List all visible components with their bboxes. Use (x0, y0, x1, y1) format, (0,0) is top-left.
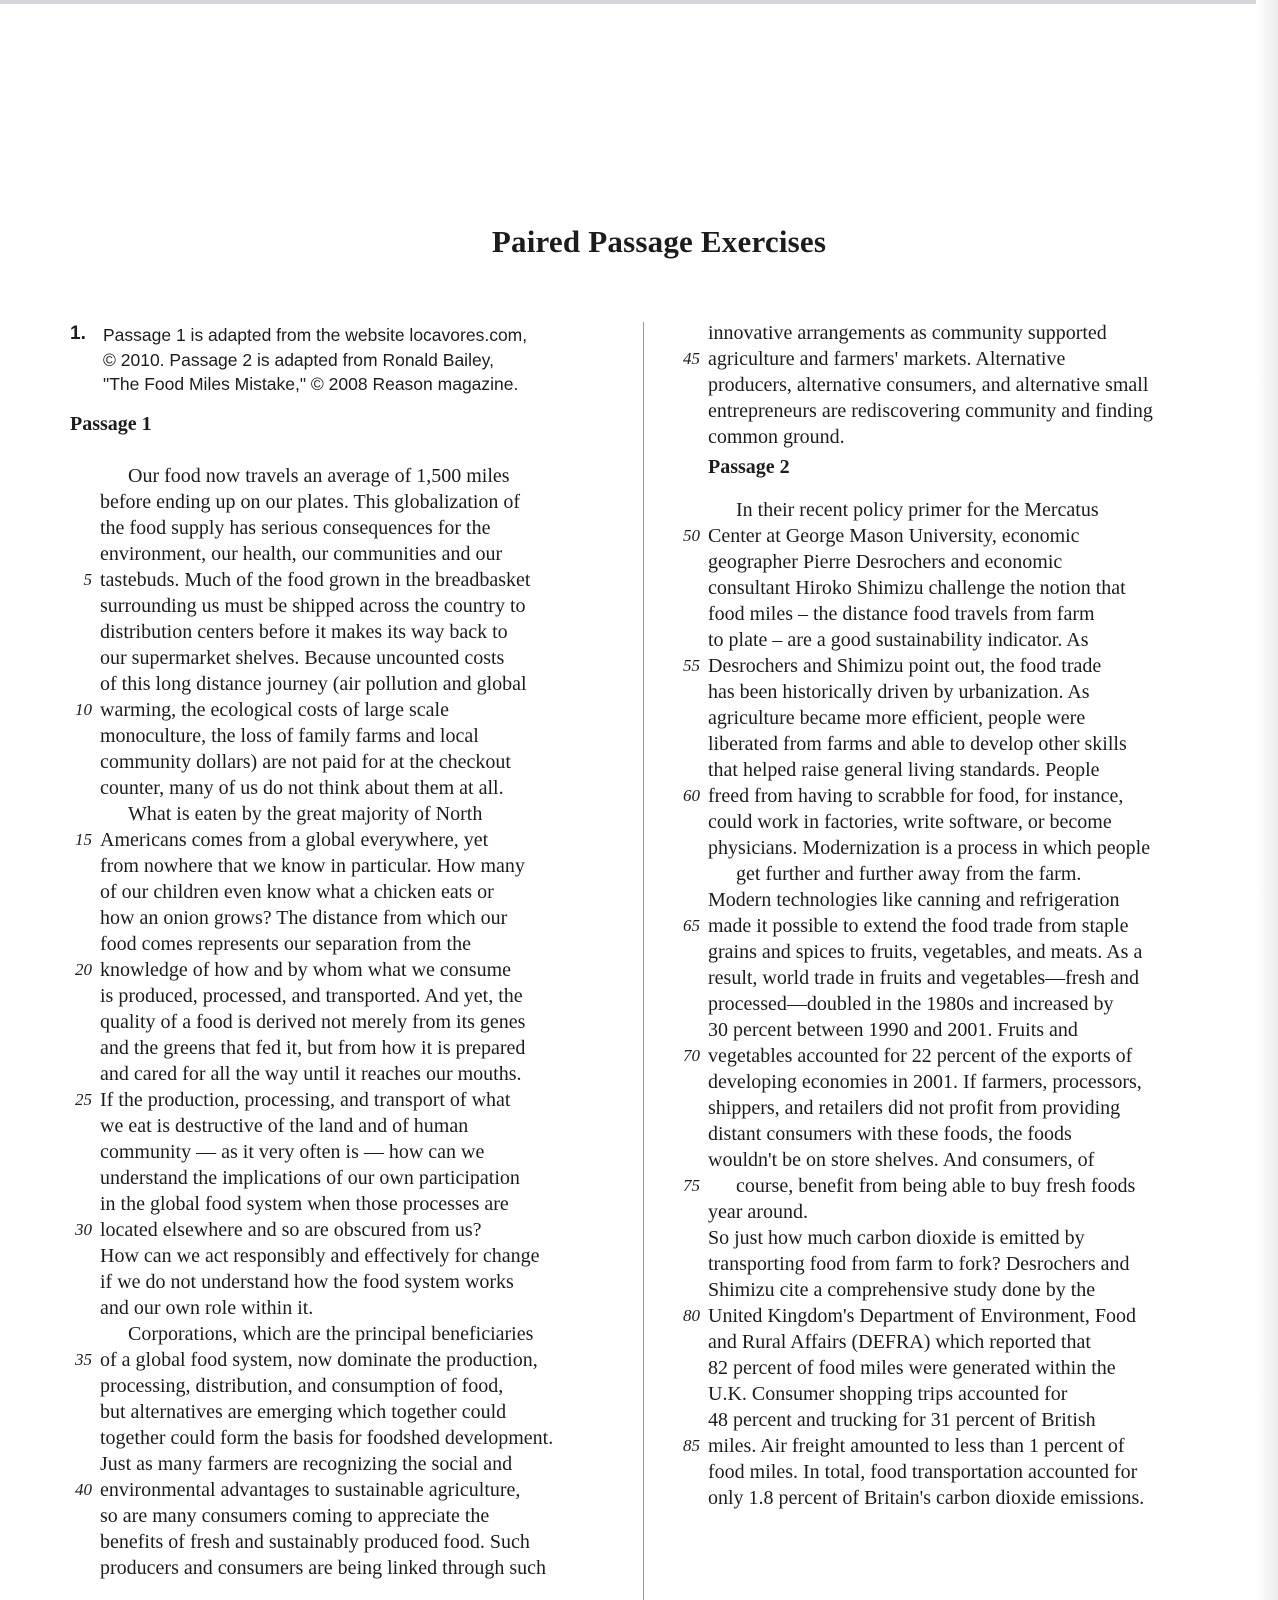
line-text: and the greens that fed it, but from how it is prepared (100, 1037, 526, 1059)
line-text: to plate – are a good sustainability indicator. As (708, 629, 1089, 651)
line-text: processing, distribution, and consumption of food, (100, 1375, 504, 1397)
text-line (60, 1217, 620, 1243)
line-text: entrepreneurs are rediscovering community and finding (708, 400, 1153, 422)
line-text: So just how much carbon dioxide is emitted by (708, 1227, 1085, 1249)
line-text: innovative arrangements as community supported (708, 322, 1107, 344)
text-line (668, 1329, 1228, 1355)
line-text: Our food now travels an average of 1,500 miles (128, 465, 510, 487)
text-line (668, 1225, 1228, 1251)
line-text: 82 percent of food miles were generated within the (708, 1357, 1116, 1379)
line-text: miles. Air freight amounted to less than 1 percent of (708, 1435, 1125, 1457)
text-line (60, 1035, 620, 1061)
text-line (60, 515, 620, 541)
text-line (668, 1407, 1228, 1433)
text-line (60, 1295, 620, 1321)
line-text: Center at George Mason University, economic (708, 525, 1080, 547)
line-text: 30 percent between 1990 and 2001. Fruits and (708, 1019, 1078, 1041)
line-number: 15 (75, 830, 92, 849)
line-text: surrounding us must be shipped across the country to (100, 595, 526, 617)
line-text: how an onion grows? The distance from which our (100, 907, 508, 929)
line-number: 75 (683, 1176, 700, 1195)
text-line (60, 1425, 620, 1451)
line-text: Desrochers and Shimizu point out, the food trade (708, 655, 1102, 677)
line-number: 25 (75, 1090, 92, 1109)
line-text: our supermarket shelves. Because uncounted costs (100, 647, 505, 669)
text-line (60, 1113, 620, 1139)
text-line (60, 983, 620, 1009)
line-number: 10 (75, 700, 92, 719)
line-text: freed from having to scrabble for food, for instance, (708, 785, 1124, 807)
line-text: distant consumers with these foods, the foods (708, 1123, 1072, 1145)
line-text: get further and further away from the farm. (736, 863, 1082, 885)
line-text: In their recent policy primer for the Mercatus (736, 499, 1099, 521)
text-line (60, 1347, 620, 1373)
line-text: we eat is destructive of the land and of human (100, 1115, 469, 1137)
passage2-lines (668, 497, 1228, 1511)
line-text: community dollars) are not paid for at the checkout (100, 751, 511, 773)
line-text: and our own role within it. (100, 1297, 314, 1319)
text-line (60, 645, 620, 671)
line-text: vegetables accounted for 22 percent of the exports of (708, 1045, 1133, 1067)
text-line (668, 1199, 1228, 1225)
text-line (60, 1529, 620, 1555)
text-line (668, 809, 1228, 835)
line-text: made it possible to extend the food trade from staple (708, 915, 1129, 937)
line-text: environmental advantages to sustainable agriculture, (100, 1479, 521, 1501)
line-text: and Rural Affairs (DEFRA) which reported that (708, 1331, 1091, 1353)
line-text: monoculture, the loss of family farms and local (100, 725, 479, 747)
text-line (668, 1277, 1228, 1303)
question-number: 1. (70, 323, 86, 344)
text-line (60, 1555, 620, 1581)
line-text: of our children even know what a chicken eats or (100, 881, 494, 903)
text-line (668, 1095, 1228, 1121)
text-line (60, 1009, 620, 1035)
page-top-edge (0, 0, 1278, 4)
page-title: Paired Passage Exercises (491, 224, 827, 259)
line-text: the food supply has serious consequences for the (100, 517, 491, 539)
text-line (60, 1321, 620, 1347)
line-text: 48 percent and trucking for 31 percent of British (708, 1409, 1096, 1431)
line-text: community — as it very often is — how can we (100, 1141, 485, 1163)
line-number: 5 (83, 570, 92, 589)
text-line (668, 705, 1228, 731)
text-line (668, 1173, 1228, 1199)
text-line (668, 1251, 1228, 1277)
text-line (668, 1017, 1228, 1043)
line-text: and cared for all the way until it reaches our mouths. (100, 1063, 522, 1085)
line-text: U.K. Consumer shopping trips accounted for (708, 1383, 1068, 1405)
line-number: 35 (75, 1350, 92, 1369)
text-line (60, 879, 620, 905)
line-text: agriculture and farmers' markets. Alternative (708, 348, 1066, 370)
text-line (60, 1373, 620, 1399)
text-line (60, 827, 620, 853)
line-number: 65 (683, 916, 700, 935)
line-number: 20 (75, 960, 92, 979)
line-text: producers and consumers are being linked through such (100, 1557, 546, 1579)
text-line (668, 991, 1228, 1017)
text-line (60, 957, 620, 983)
line-text: wouldn't be on store shelves. And consumers, of (708, 1149, 1095, 1171)
text-line (668, 1069, 1228, 1095)
line-number: 40 (75, 1480, 92, 1499)
line-text: consultant Hiroko Shimizu challenge the notion that (708, 577, 1126, 599)
line-text: Corporations, which are the principal beneficiaries (128, 1323, 534, 1345)
line-text: only 1.8 percent of Britain's carbon dioxide emissions. (708, 1487, 1145, 1509)
line-number: 70 (683, 1046, 700, 1065)
line-text: food comes represents our separation from the (100, 933, 471, 955)
line-text: of a global food system, now dominate the production, (100, 1349, 538, 1371)
line-text: United Kingdom's Department of Environment, Food (708, 1305, 1136, 1327)
line-text: liberated from farms and able to develop other skills (708, 733, 1127, 755)
source-line: "The Food Miles Mistake," © 2008 Reason magazine. (103, 374, 519, 394)
line-text: knowledge of how and by whom what we consume (100, 959, 512, 981)
line-text: that helped raise general living standards. People (708, 759, 1100, 781)
line-text: Shimizu cite a comprehensive study done by the (708, 1279, 1096, 1301)
text-line (60, 723, 620, 749)
passage1-heading: Passage 1 (70, 413, 152, 435)
text-line (60, 931, 620, 957)
line-number: 45 (683, 349, 700, 368)
text-line (60, 1191, 620, 1217)
text-line (60, 697, 620, 723)
line-text: course, benefit from being able to buy fresh foods (736, 1175, 1136, 1197)
source-line: Passage 1 is adapted from the website locavores.com, (103, 325, 528, 345)
line-text: has been historically driven by urbanization. As (708, 681, 1090, 703)
line-text: if we do not understand how the food system works (100, 1271, 514, 1293)
line-text: counter, many of us do not think about them at all. (100, 777, 504, 799)
text-line (60, 1451, 620, 1477)
line-text: Just as many farmers are recognizing the social and (100, 1453, 513, 1475)
line-text: located elsewhere and so are obscured from us? (100, 1219, 482, 1241)
line-text: processed—doubled in the 1980s and increased by (708, 993, 1114, 1015)
text-line (668, 861, 1228, 887)
text-line (60, 489, 620, 515)
text-line (668, 757, 1228, 783)
text-line (668, 320, 1228, 346)
text-line (60, 567, 620, 593)
text-line (668, 575, 1228, 601)
line-text: year around. (708, 1201, 808, 1223)
text-line (60, 463, 620, 489)
line-text: geographer Pierre Desrochers and economic (708, 551, 1063, 573)
line-text: so are many consumers coming to appreciate the (100, 1505, 490, 1527)
text-line (60, 541, 620, 567)
text-line (668, 965, 1228, 991)
text-line (60, 1269, 620, 1295)
line-number: 60 (683, 786, 700, 805)
line-text: warming, the ecological costs of large scale (100, 699, 449, 721)
line-text: How can we act responsibly and effectively for change (100, 1245, 540, 1267)
text-line (668, 372, 1228, 398)
text-line (668, 1459, 1228, 1485)
text-line (60, 1477, 620, 1503)
text-line (668, 679, 1228, 705)
text-line (668, 424, 1228, 450)
text-line (668, 1381, 1228, 1407)
text-line (60, 1061, 620, 1087)
column-divider (643, 322, 644, 1600)
line-text: developing economies in 2001. If farmers, processors, (708, 1071, 1142, 1093)
line-number: 85 (683, 1436, 700, 1455)
line-text: transporting food from farm to fork? Desrochers and (708, 1253, 1130, 1275)
line-text: together could form the basis for foodshed development. (100, 1427, 554, 1449)
line-text: shippers, and retailers did not profit from providing (708, 1097, 1121, 1119)
text-line (60, 801, 620, 827)
text-line (60, 1087, 620, 1113)
text-line (668, 1433, 1228, 1459)
text-line (60, 749, 620, 775)
line-text: producers, alternative consumers, and alternative small (708, 374, 1149, 396)
line-text: but alternatives are emerging which together could (100, 1401, 507, 1423)
text-line (668, 939, 1228, 965)
text-line (60, 619, 620, 645)
line-text: could work in factories, write software, or become (708, 811, 1112, 833)
line-text: benefits of fresh and sustainably produced food. Such (100, 1531, 530, 1553)
passage2-heading: Passage 2 (708, 456, 790, 478)
text-line (668, 1355, 1228, 1381)
passage1-lines (60, 463, 620, 1581)
text-line (668, 346, 1228, 372)
line-text: If the production, processing, and transport of what (100, 1089, 511, 1111)
text-line (60, 1503, 620, 1529)
line-text: environment, our health, our communities and our (100, 543, 503, 565)
line-text: Americans comes from a global everywhere, yet (100, 829, 489, 851)
line-text: physicians. Modernization is a process in which people (708, 837, 1151, 859)
line-text: Modern technologies like canning and refrigeration (708, 889, 1120, 911)
line-text: from nowhere that we know in particular. How many (100, 855, 525, 877)
text-line (60, 1399, 620, 1425)
source-line: © 2010. Passage 2 is adapted from Ronald Bailey, (103, 349, 494, 370)
line-text: understand the implications of our own participation (100, 1167, 520, 1189)
line-text: grains and spices to fruits, vegetables, and meats. As a (708, 941, 1143, 963)
text-line (60, 775, 620, 801)
text-line (668, 1303, 1228, 1329)
text-line (60, 1139, 620, 1165)
text-line (668, 497, 1228, 523)
line-text: distribution centers before it makes its way back to (100, 621, 508, 643)
text-line (668, 601, 1228, 627)
text-line (60, 593, 620, 619)
line-text: What is eaten by the great majority of North (128, 803, 483, 825)
text-line (668, 1147, 1228, 1173)
line-text: of this long distance journey (air pollution and global (100, 673, 527, 695)
text-line (668, 523, 1228, 549)
line-number: 50 (683, 526, 700, 545)
line-text: before ending up on our plates. This globalization of (100, 491, 521, 513)
text-line (668, 887, 1228, 913)
line-text: food miles. In total, food transportation accounted for (708, 1461, 1138, 1483)
line-text: quality of a food is derived not merely from its genes (100, 1011, 526, 1033)
line-text: food miles – the distance food travels from farm (708, 603, 1095, 625)
line-text: tastebuds. Much of the food grown in the breadbasket (100, 569, 531, 591)
text-line (668, 835, 1228, 861)
text-line (668, 627, 1228, 653)
text-line (668, 1485, 1228, 1511)
line-text: in the global food system when those processes are (100, 1193, 509, 1215)
text-line (60, 671, 620, 697)
line-text: result, world trade in fruits and vegetables—fresh and (708, 967, 1139, 989)
source-attribution (103, 323, 623, 397)
text-line (668, 783, 1228, 809)
line-text: common ground. (708, 426, 845, 448)
line-text: is produced, processed, and transported. And yet, the (100, 985, 523, 1007)
line-text: agriculture became more efficient, people were (708, 707, 1086, 729)
text-line (60, 1165, 620, 1191)
text-line (60, 905, 620, 931)
text-line (668, 731, 1228, 757)
line-number: 30 (75, 1220, 92, 1239)
text-line (60, 853, 620, 879)
line-number: 55 (683, 656, 700, 675)
text-line (668, 398, 1228, 424)
text-line (668, 913, 1228, 939)
passage1-continued-lines (668, 320, 1228, 450)
text-line (60, 1243, 620, 1269)
line-number: 80 (683, 1306, 700, 1325)
text-line (668, 1043, 1228, 1069)
text-line (668, 653, 1228, 679)
text-line (668, 1121, 1228, 1147)
text-line (668, 549, 1228, 575)
